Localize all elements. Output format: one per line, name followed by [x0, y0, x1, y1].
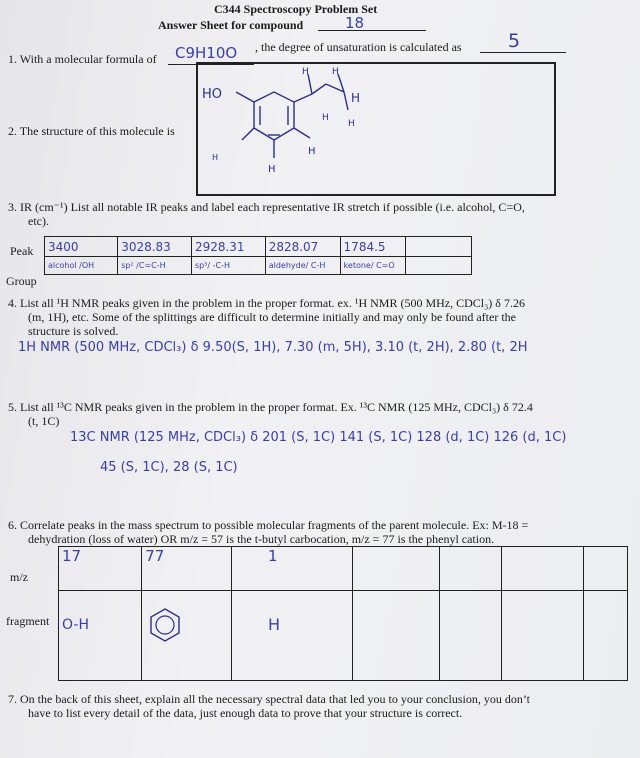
ir-group-cell[interactable]: ketone/ C=O	[340, 257, 406, 275]
ms-mz-row-label: m/z	[10, 570, 28, 584]
atom-label-h: H	[332, 67, 339, 77]
ms-fragment-cell[interactable]	[352, 591, 439, 681]
ms-mz-cell[interactable]	[583, 547, 627, 591]
hydroxyl-label: HO	[202, 87, 223, 102]
q4-text: 4. List all ¹H NMR peaks given in the problem in the proper format. ex. ¹H NMR (500 MHz, CDCl₃) δ 7.26	[8, 296, 525, 310]
q1-text-after: , the degree of unsaturation is calculated as	[255, 40, 462, 54]
ir-peak-cell[interactable]: 1784.5	[340, 237, 406, 257]
h-nmr-answer[interactable]: 1H NMR (500 MHz, CDCl₃) δ 9.50(S, 1H), 7.30 (m, 5H), 3.10 (t, 2H), 2.80 (t, 2H	[18, 340, 528, 355]
q4-text-3: structure is solved.	[28, 324, 119, 338]
ms-fragment-cell[interactable]	[583, 591, 627, 681]
atom-label-h: H	[348, 119, 355, 129]
ms-fragment-cell[interactable]	[439, 591, 502, 681]
compound-number[interactable]: 18	[345, 14, 365, 32]
ms-fragment-cell[interactable]: O-H	[59, 591, 142, 681]
sheet-subtitle: Answer Sheet for compound	[158, 18, 304, 32]
ir-group-cell[interactable]: sp² /C=C-H	[118, 257, 192, 275]
ir-group-cell[interactable]: aldehyde/ C-H	[265, 257, 340, 275]
ms-mz-cell[interactable]	[352, 547, 439, 591]
ms-mz-cell[interactable]: 17	[59, 547, 142, 591]
q7-text: 7. On the back of this sheet, explain all the necessary spectral data that led you to your conclusion, you don’t	[8, 692, 530, 706]
c-nmr-answer-line2[interactable]: 45 (S, 1C), 28 (S, 1C)	[100, 460, 238, 475]
ms-mz-cell[interactable]: 1	[232, 547, 353, 591]
ms-mz-cell[interactable]	[439, 547, 502, 591]
atom-label-h: H	[322, 113, 329, 123]
ir-peak-cell[interactable]	[406, 237, 472, 257]
ms-mz-cell[interactable]: 77	[142, 547, 232, 591]
q3-text: 3. IR (cm⁻¹) List all notable IR peaks and label each representative IR stretch if possible (i.e. alcohol, C=O,	[8, 200, 525, 214]
ms-fragment-row	[59, 591, 628, 681]
q2-text: 2. The structure of this molecule is	[8, 124, 175, 138]
q1-text: 1. With a molecular formula of	[8, 52, 157, 66]
q6-text: 6. Correlate peaks in the mass spectrum to possible molecular fragments of the parent molecule. Ex: M-18 =	[8, 518, 529, 532]
unsaturation-blank	[480, 52, 566, 53]
ms-mz-row	[59, 547, 628, 591]
ms-fragment-row-label: fragment	[6, 614, 50, 628]
q6-text-2: dehydration (loss of water) OR m/z = 57 is the t-butyl carbocation, m/z = 77 is the phenyl cation.	[28, 532, 495, 546]
q3-text-2: etc).	[28, 214, 49, 228]
q4-text-2: (m, 1H), etc. Some of the splittings are difficult to determine initially and may only be found after the	[28, 310, 516, 324]
ir-peak-cell[interactable]: 2928.31	[191, 237, 265, 257]
c-nmr-answer-line1[interactable]: 13C NMR (125 MHz, CDCl₃) δ 201 (S, 1C) 141 (S, 1C) 128 (d, 1C) 126 (d, 1C)	[70, 430, 567, 445]
ms-fragment-cell[interactable]	[142, 591, 232, 681]
ms-fragment-cell[interactable]	[502, 591, 583, 681]
ms-table	[58, 546, 628, 681]
ms-mz-cell[interactable]	[502, 547, 583, 591]
ir-group-cell[interactable]: alcohol /OH	[45, 257, 118, 275]
ms-fragment-cell[interactable]: H	[232, 591, 353, 681]
sheet-title: C344 Spectroscopy Problem Set	[214, 2, 378, 16]
q7-text-2: have to list every detail of the data, just enough data to prove that your structure is correct.	[28, 706, 463, 720]
atom-label-h: H	[302, 67, 309, 77]
ir-group-cell[interactable]: sp³/ -C-H	[191, 257, 265, 275]
phenyl-drawing	[145, 605, 185, 645]
ir-table	[44, 236, 472, 275]
ir-group-row	[45, 257, 472, 275]
ir-peak-cell[interactable]: 3028.83	[118, 237, 192, 257]
formula-answer[interactable]: C9H10O	[175, 44, 238, 62]
compound-blank	[318, 30, 426, 31]
atom-label-h: H	[268, 164, 276, 175]
ir-group-row-label: Group	[6, 274, 37, 288]
unsaturation-answer[interactable]: 5	[508, 30, 521, 52]
ir-peak-cell[interactable]: 3400	[45, 237, 118, 257]
atom-label-h: H	[351, 91, 361, 105]
ir-peak-row-label: Peak	[10, 244, 34, 258]
ir-peak-cell[interactable]: 2828.07	[265, 237, 340, 257]
ir-peak-row	[45, 237, 472, 257]
ir-group-cell[interactable]	[406, 257, 472, 275]
q5-text-2: (t, 1C)	[28, 414, 60, 428]
structure-box	[196, 62, 556, 196]
structure-drawing	[198, 64, 554, 194]
atom-label-h: H	[308, 146, 316, 157]
q5-text: 5. List all ¹³C NMR peaks given in the problem in the proper format. Ex. ¹³C NMR (125 MHz, CDCl₃) δ 72.4	[8, 400, 533, 414]
atom-label-h: H	[212, 153, 219, 162]
